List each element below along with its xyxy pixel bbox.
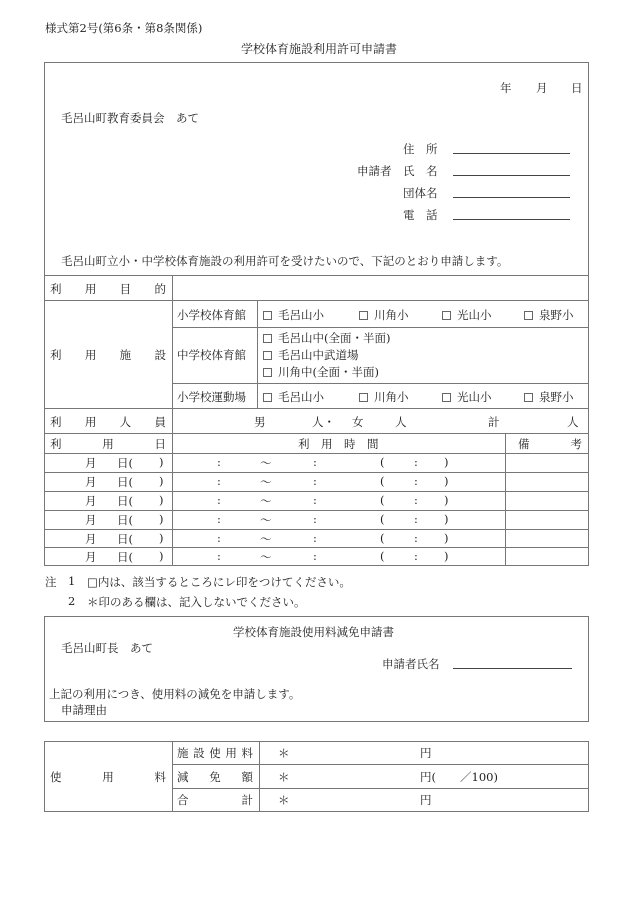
checkbox-icon[interactable]: [442, 311, 451, 320]
schedule-remarks-field[interactable]: [508, 474, 586, 489]
schedule-month: 月: [85, 475, 97, 489]
name-label: 氏 名: [403, 164, 438, 178]
phone-label: 電 話: [403, 208, 438, 222]
checkbox-icon[interactable]: [359, 393, 368, 402]
schedule-month: 月: [85, 494, 97, 508]
exemption-body: 上記の利用につき、使用料の減免を申請します。: [49, 687, 301, 701]
total-fee-mark: ＊: [278, 793, 290, 807]
remarks-header: 備 考: [518, 437, 582, 451]
schedule-tilde: 〜: [260, 550, 272, 564]
checkbox-icon[interactable]: [263, 334, 272, 343]
date-day: 日: [571, 81, 583, 95]
schedule-end: :: [313, 474, 317, 488]
address-field[interactable]: [453, 153, 570, 154]
schedule-end: :: [313, 493, 317, 507]
category-elementary-gym: 小学校体育館: [177, 308, 246, 322]
schedule-end: :: [313, 512, 317, 526]
checkbox-icon[interactable]: [263, 351, 272, 360]
schedule-p-open: (: [380, 512, 385, 526]
option-jh-gym-kawakado[interactable]: 川角中(全面・半面): [263, 364, 379, 380]
schedule-p-close: ): [444, 474, 449, 488]
option-elem-field-moroyama[interactable]: 毛呂山小: [263, 389, 324, 405]
facility-label: 利 用 施 設: [50, 348, 166, 362]
phone-field[interactable]: [453, 219, 570, 220]
checkbox-icon[interactable]: [263, 311, 272, 320]
notes-prefix: 注: [45, 575, 57, 589]
schedule-p-close: ): [444, 493, 449, 507]
group-field[interactable]: [453, 197, 570, 198]
option-elem-field-kawakado[interactable]: 川角小: [359, 389, 409, 405]
schedule-remarks-field[interactable]: [508, 512, 586, 527]
applicant-label: 申請者: [357, 164, 392, 178]
schedule-p-open: (: [380, 549, 385, 563]
facility-fee-unit: 円: [420, 746, 432, 760]
schedule-dow-close: ): [159, 512, 164, 526]
reduction-unit: 円(: [420, 770, 436, 784]
schedule-dow-close: ): [159, 493, 164, 507]
schedule-p-colon: :: [414, 455, 418, 469]
schedule-tilde: 〜: [260, 532, 272, 546]
schedule-p-close: ): [444, 549, 449, 563]
schedule-p-close: ): [444, 455, 449, 469]
schedule-remarks-field[interactable]: [508, 531, 586, 546]
address-label: 住 所: [403, 142, 438, 156]
schedule-p-open: (: [380, 531, 385, 545]
option-elem-gym-izumino[interactable]: 泉野小: [524, 307, 574, 323]
schedule-day: 日(: [117, 532, 133, 546]
exemption-reason-label: 申請理由: [61, 703, 107, 717]
option-elem-gym-kawakado[interactable]: 川角小: [359, 307, 409, 323]
option-jh-budojo[interactable]: 毛呂山中武道場: [263, 347, 359, 363]
male-unit: 人・: [312, 415, 335, 429]
schedule-remarks-field[interactable]: [508, 455, 586, 470]
category-elementary-field: 小学校運動場: [177, 390, 246, 404]
schedule-start: :: [217, 549, 221, 563]
schedule-tilde: 〜: [260, 513, 272, 527]
checkbox-icon[interactable]: [442, 393, 451, 402]
date-header: 利 用 日: [50, 437, 166, 451]
option-elem-gym-moroyama[interactable]: 毛呂山小: [263, 307, 324, 323]
schedule-p-open: (: [380, 455, 385, 469]
schedule-end: :: [313, 531, 317, 545]
name-field[interactable]: [453, 175, 570, 176]
checkbox-icon[interactable]: [359, 311, 368, 320]
male-label: 男: [254, 415, 266, 429]
schedule-end: :: [313, 455, 317, 469]
schedule-p-colon: :: [414, 531, 418, 545]
schedule-start: :: [217, 474, 221, 488]
schedule-start: :: [217, 455, 221, 469]
schedule-tilde: 〜: [260, 475, 272, 489]
schedule-day: 日(: [117, 475, 133, 489]
date-year: 年: [500, 81, 512, 95]
form-title: 学校体育施設利用許可申請書: [241, 42, 398, 56]
purpose-label: 利 用 目 的: [50, 282, 166, 296]
schedule-p-colon: :: [414, 493, 418, 507]
option-elem-field-mitsuyama[interactable]: 光山小: [442, 389, 492, 405]
schedule-month: 月: [85, 513, 97, 527]
form-number: 様式第2号(第6条・第8条関係): [45, 21, 203, 35]
schedule-day: 日(: [117, 456, 133, 470]
persons-label: 利 用 人 員: [50, 415, 166, 429]
female-unit: 人: [395, 415, 407, 429]
schedule-p-close: ): [444, 531, 449, 545]
facility-fee-mark: ＊: [278, 746, 290, 760]
schedule-p-open: (: [380, 493, 385, 507]
schedule-month: 月: [85, 532, 97, 546]
schedule-dow-close: ): [159, 531, 164, 545]
reduction-mark: ＊: [278, 770, 290, 784]
schedule-start: :: [217, 531, 221, 545]
time-header: 利 用 時 間: [298, 437, 379, 451]
schedule-p-open: (: [380, 474, 385, 488]
schedule-p-colon: :: [414, 549, 418, 563]
schedule-month: 月: [85, 456, 97, 470]
checkbox-icon[interactable]: [263, 368, 272, 377]
reduction-label: 減 免 額: [177, 770, 253, 784]
date-month: 月: [536, 81, 548, 95]
purpose-field[interactable]: [178, 281, 583, 297]
category-junior-high-gym: 中学校体育館: [177, 348, 246, 362]
group-label: 団体名: [403, 186, 438, 200]
note-2-num: 2: [68, 594, 76, 608]
note-1-text: □内は、該当するところにレ印をつけてください。: [87, 575, 351, 589]
schedule-dow-close: ): [159, 549, 164, 563]
schedule-tilde: 〜: [260, 494, 272, 508]
female-label: 女: [352, 415, 364, 429]
schedule-p-colon: :: [414, 512, 418, 526]
schedule-start: :: [217, 512, 221, 526]
checkbox-icon[interactable]: [263, 393, 272, 402]
note-1-num: 1: [68, 574, 76, 588]
option-elem-field-izumino[interactable]: 泉野小: [524, 389, 574, 405]
addressee: 毛呂山町教育委員会 あて: [61, 111, 199, 125]
exemption-applicant-label: 申請者氏名: [382, 657, 440, 671]
schedule-start: :: [217, 493, 221, 507]
schedule-dow-close: ): [159, 455, 164, 469]
schedule-dow-close: ): [159, 474, 164, 488]
exemption-applicant-field[interactable]: [453, 668, 572, 669]
option-elem-gym-mitsuyama[interactable]: 光山小: [442, 307, 492, 323]
schedule-remarks-field[interactable]: [508, 493, 586, 508]
schedule-day: 日(: [117, 494, 133, 508]
total-label: 計: [488, 415, 500, 429]
schedule-day: 日(: [117, 550, 133, 564]
schedule-end: :: [313, 549, 317, 563]
schedule-tilde: 〜: [260, 456, 272, 470]
fees-label: 使 用 料: [50, 770, 166, 784]
request-text: 毛呂山町立小・中学校体育施設の利用許可を受けたいので、下記のとおり申請します。: [61, 254, 509, 268]
reduction-percent: ／100): [460, 770, 498, 784]
total-fee-label: 合 計: [177, 793, 253, 807]
schedule-remarks-field[interactable]: [508, 549, 586, 564]
facility-fee-label: 施 設 使 用 料: [177, 746, 253, 760]
total-unit: 人: [567, 415, 579, 429]
schedule-p-close: ): [444, 512, 449, 526]
schedule-day: 日(: [117, 513, 133, 527]
exemption-title: 学校体育施設使用料減免申請書: [233, 625, 394, 639]
option-jh-gym-moroyama[interactable]: 毛呂山中(全面・半面): [263, 330, 390, 346]
exemption-addressee: 毛呂山町長 あて: [61, 641, 153, 655]
schedule-p-colon: :: [414, 474, 418, 488]
checkbox-icon[interactable]: [524, 393, 533, 402]
schedule-month: 月: [85, 550, 97, 564]
checkbox-icon[interactable]: [524, 311, 533, 320]
total-fee-unit: 円: [420, 793, 432, 807]
note-2-text: ＊印のある欄は、記入しないでください。: [87, 595, 306, 609]
